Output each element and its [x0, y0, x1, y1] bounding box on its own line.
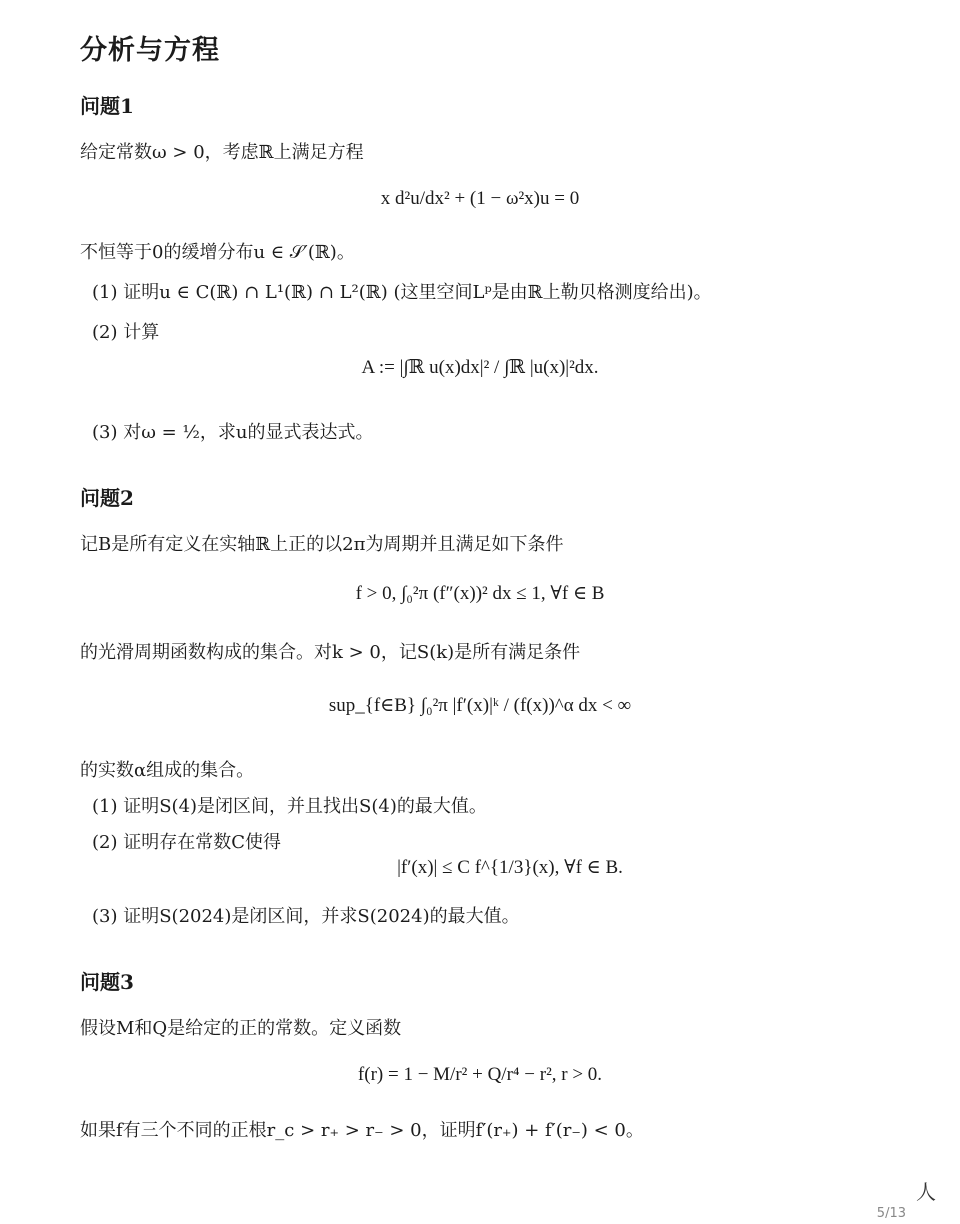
- problem-1-item-2-equation: A := |∫ℝ u(x)dx|² / ∫ℝ |u(x)|²dx.: [361, 357, 599, 378]
- problem-3-intro: 假设M和Q是给定的正的常数。定义函数: [80, 1018, 402, 1039]
- problem-2-item-1: (1) 证明S(4)是闭区间，并且找出S(4)的最大值。: [92, 796, 487, 817]
- problem-1-after: 不恒等于0的缓增分布u ∈ 𝒮′(ℝ)。: [80, 242, 355, 263]
- page-title: 分析与方程: [80, 35, 220, 66]
- problem-1-item-1: (1) 证明u ∈ C(ℝ) ∩ L¹(ℝ) ∩ L²(ℝ) (这里空间Lᵖ是由ℝ上勒贝格测度给出)。: [92, 282, 712, 303]
- problem-1-item-2: (2) 计算: [92, 322, 160, 343]
- problem-2-item-2: (2) 证明存在常数C使得: [92, 832, 281, 853]
- problem-1-equation: x d²u/dx² + (1 − ω²x)u = 0: [380, 188, 580, 209]
- problem-2-item-3: (3) 证明S(2024)是闭区间，并求S(2024)的最大值。: [92, 906, 520, 927]
- problem-2-equation-2: sup_{f∈B} ∫₀²π |f′(x)|ᵏ / (f(x))^α dx < ∞: [328, 695, 632, 716]
- problem-3-after: 如果f有三个不同的正根r_c > r₊ > r₋ > 0，证明f′(r₊) + f′(r₋) < 0。: [80, 1120, 644, 1141]
- problem-2-equation: f > 0, ∫₀²π (f″(x))² dx ≤ 1, ∀f ∈ B: [355, 583, 605, 604]
- problem-2-after: 的实数α组成的集合。: [80, 760, 255, 781]
- problem-1-heading: 问题1: [80, 94, 134, 118]
- problem-3-heading: 问题3: [80, 970, 134, 994]
- problem-1-item-3: (3) 对ω = ½，求u的显式表达式。: [92, 422, 374, 443]
- problem-3-equation: f(r) = 1 − M/r² + Q/r⁴ − r², r > 0.: [357, 1064, 603, 1085]
- problem-2-item-2-equation: |f′(x)| ≤ C f^{1/3}(x), ∀f ∈ B.: [397, 857, 623, 878]
- problem-2-heading: 问题2: [80, 486, 134, 510]
- problem-2-intro: 记B是所有定义在实轴ℝ上正的以2π为周期并且满足如下条件: [80, 534, 564, 555]
- page-number: 5/13: [876, 1206, 906, 1221]
- person-icon: 人: [916, 1180, 936, 1204]
- problem-1-intro: 给定常数ω > 0，考虑ℝ上满足方程: [80, 142, 364, 163]
- problem-2-mid: 的光滑周期函数构成的集合。对k > 0，记S(k)是所有满足条件: [80, 642, 581, 663]
